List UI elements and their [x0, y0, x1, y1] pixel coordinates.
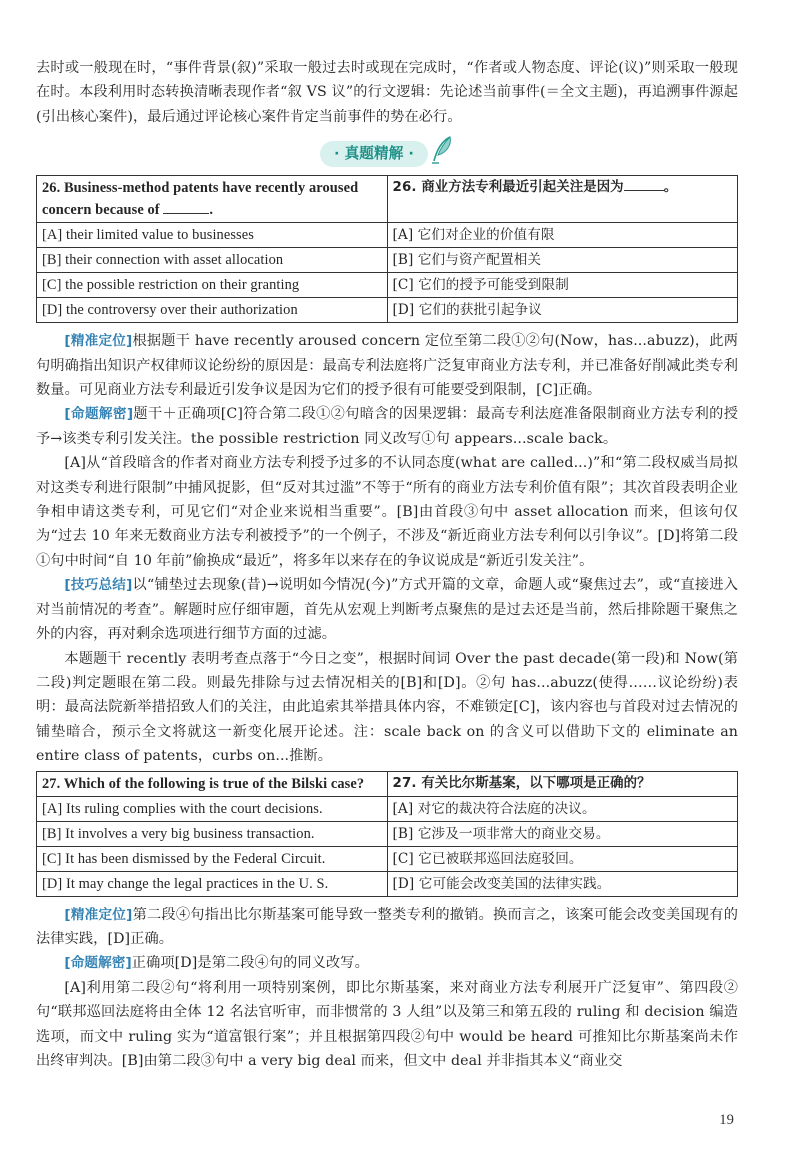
q26-skill-detail: 本题题干 recently 表明考查点落于“今日之变”，根据时间词 Over the past decade(第一段)和 Now(第二段)判定题眼在第二段。则最先排除与过去情况相关的[B]和[D]。②句 has...abuzz(使得……议论纷纷)表明：最高法院新举措招致人们的关注，由此追索其举措具体内容，不难锁定[C]，该内容也与首段对过去情况的铺垫暗合，预示全文将就这一新变化展开论述。注：scale back on 的含义可以借助下文的 eliminate an entire class of patents，curbs on...推断。: [36, 650, 738, 765]
tag-precise-location: [精准定位]: [64, 906, 133, 923]
q27-stem-en: 27. Which of the following is true of the Bilski case?: [37, 771, 388, 796]
q27-option-d-cn: [D] 它可能会改变美国的法律实践。: [387, 871, 737, 896]
dot-icon: ·: [333, 145, 340, 163]
section-heading-pill: [320, 141, 428, 167]
q26-option-c-cn: [C] 它们的授予可能受到限制: [387, 273, 737, 298]
tag-precise-location: [精准定位]: [64, 333, 133, 350]
q27-question-decode: [命题解密]正确项[D]是第二段④句的同义改写。: [64, 955, 369, 972]
tag-question-decode: [命题解密]: [64, 955, 132, 972]
q26-option-a-en: [A] their limited value to businesses: [37, 223, 388, 248]
tag-skill-summary: [技巧总结]: [64, 577, 133, 594]
question-27-table: [36, 771, 738, 897]
q27-option-b-cn: [B] 它涉及一项非常大的商业交易。: [387, 821, 737, 846]
q26-distractor-analysis: [A]从“首段暗含的作者对商业方法专利授予过多的不认同态度(what are called...)”和“第二段权威当局拟对这类专利进行限制”中捕风捉影，但“反对其过滥”不等于“所有的商业方法专利价值有限”；其次首段表明企业争相申请这类专利，可见它们“对企业来说相当重要”。[B]由首段③句中 asset allocation 而来，但该句仅为“过去 10 年来无数商业方法专利被授予”的一个例子，不涉及“新近商业方法专利何以引争议”。[D]将第二段①句中时间“自 10 年前”偷换成“最近”，将多年以来存在的争议说成是“新近引发关注”。: [36, 455, 738, 569]
q27-option-a-en: [A] Its ruling complies with the court decisions.: [37, 796, 388, 821]
q26-question-decode: [命题解密]题干＋正确项[C]符合第二段①②句暗含的因果逻辑：最高专利法庭准备限制商业方法专利的授予→该类专利引发关注。the possible restriction 同义改写①句 appears...scale back。: [36, 406, 738, 447]
q26-option-d-en: [D] the controversy over their authorization: [37, 298, 388, 323]
q26-stem-cn: 26. 商业方法专利最近引起关注是因为 。: [387, 176, 737, 223]
answer-blank: [624, 177, 664, 191]
q27-option-c-en: [C] It has been dismissed by the Federal Circuit.: [37, 846, 388, 871]
q27-precise-location: [精准定位]第二段④句指出比尔斯基案可能导致一整类专利的撤销。换而言之，该案可能会改变美国现有的法律实践，[D]正确。: [36, 906, 739, 947]
q26-option-a-cn: [A] 它们对企业的价值有限: [387, 223, 737, 248]
q27-option-d-en: [D] It may change the legal practices in the U. S.: [37, 871, 388, 896]
q26-option-b-cn: [B] 它们与资产配置相关: [387, 248, 737, 273]
q26-stem-en: 26. Business-method patents have recently aroused concern because of .: [37, 176, 388, 223]
q27-stem-cn: 27. 有关比尔斯基案，以下哪项是正确的？: [387, 771, 737, 796]
q27-option-b-en: [B] It involves a very big business transaction.: [37, 821, 388, 846]
intro-paragraph: 去时或一般现在时，“事件背景(叙)”采取一般过去时或现在完成时，“作者或人物态度、评论(议)”则采取一般现在时。本段利用时态转换清晰表现作者“叙 VS 议”的行文逻辑：先论述当前事件(＝全文主题)，再追溯事件源起(引出核心案件)，最后通过评论核心案件肯定当前事件的势在必行。: [36, 60, 738, 125]
q26-option-b-en: [B] their connection with asset allocation: [37, 248, 388, 273]
q26-precise-location: [精准定位]根据题干 have recently aroused concern 定位至第二段①②句(Now，has...abuzz)，此两句明确指出知识产权律师议论纷纷的原因是：最高专利法庭将广泛复审商业方法专利，并已准备好削减此类专利数量。可见商业方法专利最近引发争议是因为它们的授予很有可能要受到限制，[C]正确。: [36, 333, 738, 399]
section-heading-text: 真题精解: [344, 145, 404, 163]
q26-skill-summary: [技巧总结]以“铺垫过去现象(昔)→说明如今情况(今)”方式开篇的文章，命题人或“聚焦过去”，或“直接进入对当前情况的考查”。解题时应仔细审题，首先从宏观上判断考点聚焦的是过去还是当前，然后排除题干聚焦之外的内容，再对剩余选项进行细节方面的过滤。: [36, 577, 738, 643]
page-content: [36, 56, 738, 1073]
tag-question-decode: [命题解密]: [64, 406, 134, 423]
answer-blank: [163, 200, 209, 214]
q27-distractor-analysis: [A]利用第二段②句“将利用一项特别案例，即比尔斯基案，来对商业方法专利展开广泛复审”、第四段②句“联邦巡回法庭将由全体 12 名法官听审，而非惯常的 3 人组”以及第三和第五段的 ruling 和 decision 编造选项，而文中 ruling 实为“道富银行案”；并且根据第四段②句中 would be heard 可推知比尔斯基案尚未作出终审判决。[B]由第二段③句中 a very big deal 而来，但文中 deal 并非指其本义“商业交: [36, 979, 738, 1069]
question-26-table: [36, 175, 738, 323]
dot-icon: ·: [408, 145, 415, 163]
feather-pen-icon: [430, 135, 454, 173]
page-number: 19: [719, 1111, 734, 1128]
section-heading: [36, 137, 738, 171]
q26-option-c-en: [C] the possible restriction on their granting: [37, 273, 388, 298]
q26-option-d-cn: [D] 它们的获批引起争议: [387, 298, 737, 323]
q27-option-c-cn: [C] 它已被联邦巡回法庭驳回。: [387, 846, 737, 871]
q27-option-a-cn: [A] 对它的裁决符合法庭的决议。: [387, 796, 737, 821]
